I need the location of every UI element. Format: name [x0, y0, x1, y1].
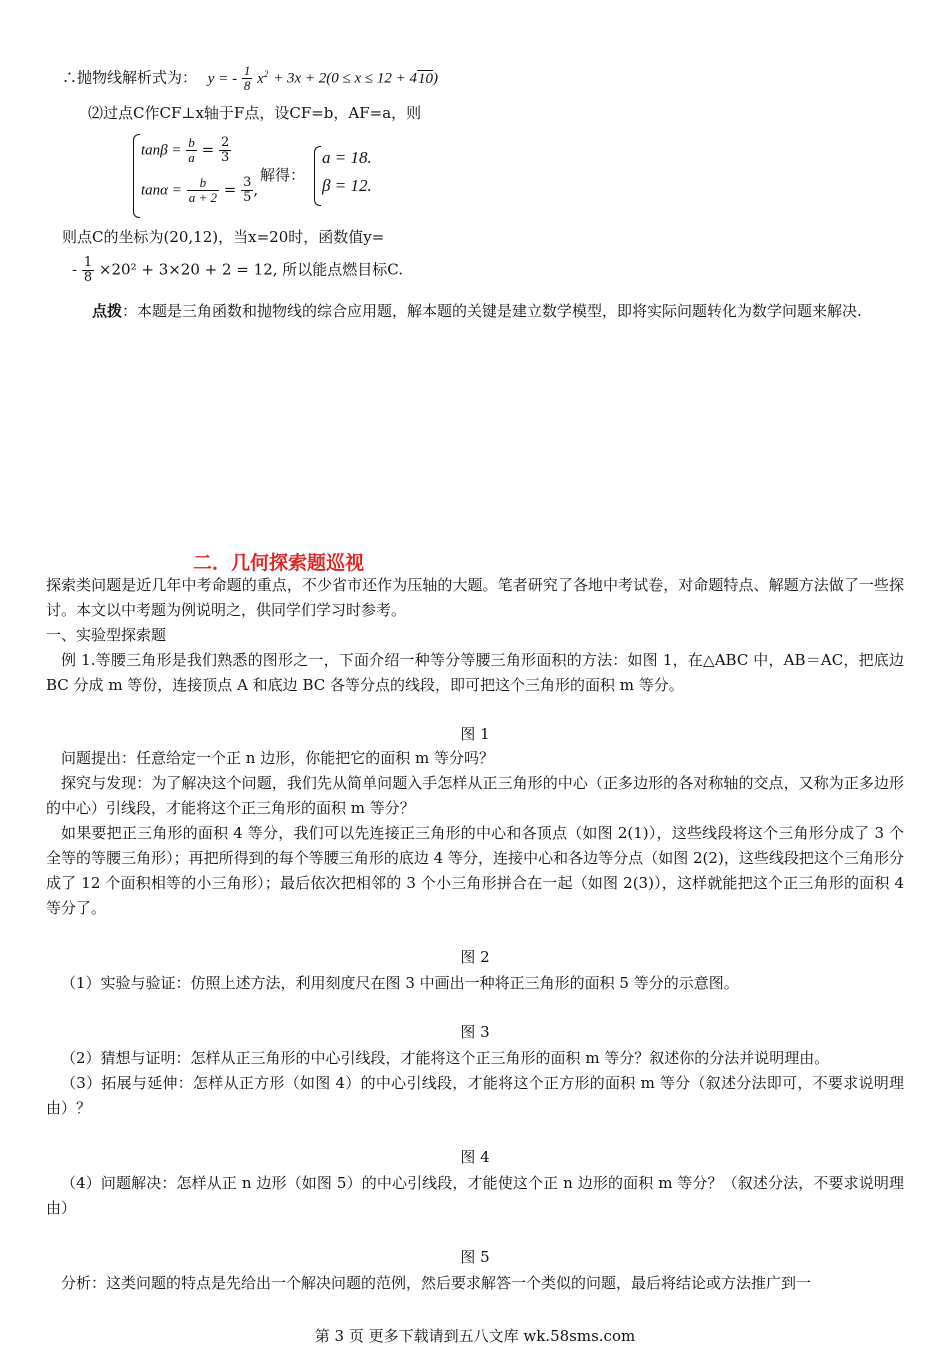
eq2-equals: = [223, 180, 237, 199]
question-1: （1）实验与验证：仿照上述方法，利用刻度尺在图 3 中画出一种将正三角形的面积 5 等分的示意图。 [61, 974, 739, 992]
eq1-lead: tanβ = [141, 142, 182, 159]
eq2-lead: tanα = [141, 182, 182, 199]
eq1-frac: $\frac{b}{a}$ [188, 135, 195, 165]
eq2-rfrac: $\frac{3}{5}$ [243, 175, 252, 205]
formula-close: ) [433, 70, 438, 87]
eq2-frac: $\frac{b}{a + 2}$ [188, 175, 217, 205]
example-1: 例 1.等腰三角形是我们熟悉的图形之一，下面介绍一种等分等腰三角形面积的方法：如图 1，在△ABC 中，AB＝AC，把底边 BC 分成 m 等份，连接顶点 A 和底边 BC 各等分点的线段，即可把这个三角形的面积 m 等分。 [46, 651, 904, 694]
figure-3-caption: 图 3 [460, 1023, 490, 1041]
explore-paragraph: 探究与发现：为了解决这个问题，我们先从简单问题入手怎样从正三角形的中心（正多边形的各对称轴的交点，又称为正多边形的中心）引线段，才能将这个正三角形的面积 m 等分？ [46, 774, 904, 817]
hint-label: 点拨 [92, 302, 123, 320]
line4-frac: $\frac{1}{8}$ [83, 255, 93, 285]
formula-tail: + 3x + 2(0 ≤ x ≤ 12 + 4 [273, 70, 417, 87]
hint-text: ：本题是三角函数和抛物线的综合应用题，解本题的关键是建立数学模型，即将实际问题转化为数学问题来解决. [122, 302, 862, 320]
explain-paragraph: 如果要把正三角形的面积 4 等分，我们可以先连接正三角形的中心和各顶点（如图 2(1)），这些线段将这个三角形分成了 3 个全等的等腰三角形）；再把所得到的每个等腰三角形的底边 4 等分，连接中心和各边等分点（如图 2(2)，这些线段把这个三角形分成了 12 个面积相等的小三角形）；最后依次把相邻的 3 个小三角形拼合在一起（如图 2(3)），这样就能把这个正三角形的面积 4 等分了。 [46, 824, 904, 917]
result-a: a = 18. [322, 148, 372, 167]
hint-paragraph [62, 299, 904, 324]
solution-prefix: ∴抛物线解析式为： [62, 68, 198, 87]
left-brace [133, 134, 140, 218]
solution-line-3: 则点C的坐标为(20,12)，当x=20时，函数值y= [62, 228, 385, 246]
system-eq-1 [141, 136, 231, 165]
question-paragraph: 问题提出：任意给定一个正 n 边形，你能把它的面积 m 等分吗？ [61, 749, 494, 767]
result-brace [314, 146, 321, 206]
subsection-heading: 一、实验型探索题 [46, 626, 167, 644]
sqrt-ten: 10 [418, 70, 433, 87]
solution-line-2: ⑵过点C作CF⊥x轴于F点，设CF=b，AF=a，则 [88, 104, 422, 122]
figure-2-caption: 图 2 [460, 948, 490, 966]
solution-line-1 [62, 64, 438, 93]
figure-5-caption: 图 5 [460, 1248, 490, 1266]
solve-label: 解得： [260, 166, 306, 184]
result-beta: β = 12. [322, 176, 372, 195]
solution-line-4 [72, 256, 403, 285]
figure-1-caption: 图 1 [460, 725, 490, 743]
eq1-equals: = [201, 140, 215, 159]
eq2-tail: , [253, 180, 259, 199]
question-3: （3）拓展与延伸：怎样从正方形（如图 4）的中心引线段，才能将这个正方形的面积 m 等分（叙述分法即可，不要求说明理由）？ [46, 1074, 904, 1117]
question-4: （4）问题解决：怎样从正 n 边形（如图 5）的中心引线段，才能使这个正 n 边形的面积 m 等分？（叙述分法，不要求说明理由） [46, 1174, 904, 1217]
x-squared: $x^2$ [257, 68, 269, 87]
fraction-one-eighth: $\frac{1}{8}$ [243, 63, 251, 93]
analysis-paragraph: 分析：这类问题的特点是先给出一个解决问题的范例，然后要求解答一个类似的问题，最后将结论或方法推广到一 [61, 1274, 812, 1292]
line4-lead: - [72, 260, 78, 279]
system-eq-2 [141, 176, 258, 205]
eq1-rfrac: $\frac{2}{3}$ [220, 135, 230, 165]
line4-tail: ×20² + 3×20 + 2 = 12, 所以能点燃目标C. [98, 260, 403, 279]
question-2: （2）猜想与证明：怎样从正三角形的中心引线段，才能将这个正三角形的面积 m 等分？叙述你的分法并说明理由。 [61, 1049, 830, 1067]
section-title: 二．几何探索题巡视 [193, 552, 365, 574]
intro-paragraph: 探索类问题是近几年中考命题的重点，不少省市还作为压轴的大题。笔者研究了各地中考试卷，对命题特点、解题方法做了一些探讨。本文以中考题为例说明之，供同学们学习时参考。 [46, 576, 904, 619]
figure-4-caption: 图 4 [460, 1148, 490, 1166]
page-footer: 第 3 页 更多下载请到五八文库 wk.58sms.com [314, 1327, 636, 1345]
formula-lead: y = - [207, 70, 238, 87]
